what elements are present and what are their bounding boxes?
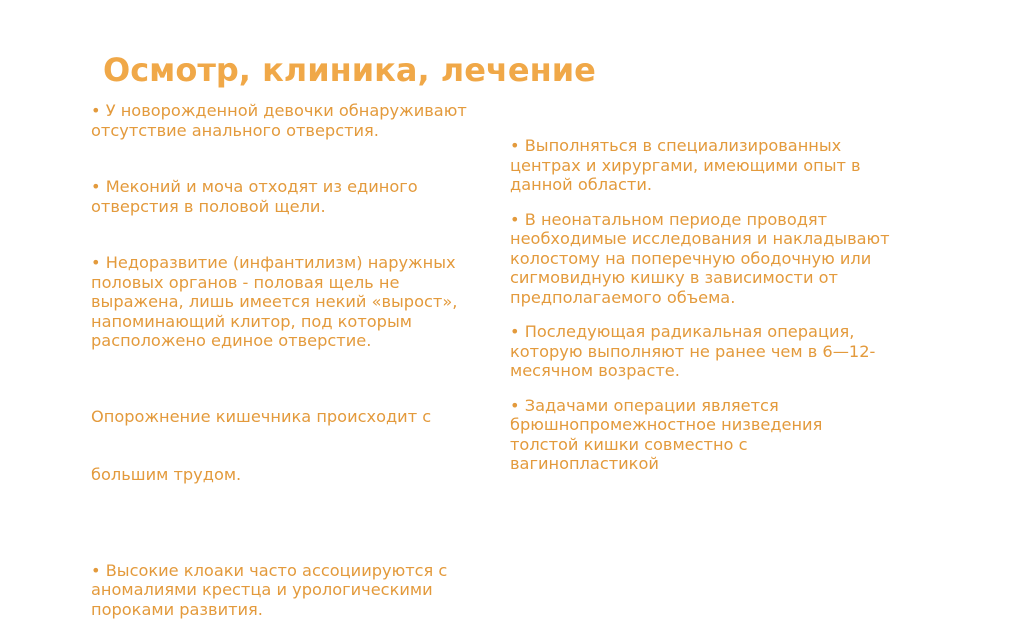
text-line: половых органов - половая щель не — [91, 273, 506, 293]
text-line: • Задачами операции является — [510, 396, 930, 416]
left-paragraph-5 — [91, 561, 506, 619]
text-line: • Меконий и моча отходят из единого — [91, 177, 506, 197]
text-line: отверстия в половой щели. — [91, 197, 506, 217]
text-line: предполагаемого объема. — [510, 288, 930, 308]
text-line: большим трудом. — [91, 465, 506, 485]
right-paragraph-2 — [510, 210, 930, 308]
text-line: Опорожнение кишечника происходит с — [91, 407, 506, 427]
right-paragraph-3 — [510, 322, 930, 381]
text-line: • Недоразвитие (инфантилизм) наружных — [91, 253, 506, 273]
right-paragraph-4 — [510, 396, 930, 474]
text-line: необходимые исследования и накладывают — [510, 229, 930, 249]
right-paragraph-1 — [510, 136, 930, 195]
text-line: напоминающий клитор, под которым — [91, 312, 506, 332]
text-line: колостому на поперечную ободочную или — [510, 249, 930, 269]
text-line: брюшнопромежностное низведения — [510, 415, 930, 435]
text-line: • Выполняться в специализированных — [510, 136, 930, 156]
text-line: отсутствие анального отверстия. — [91, 121, 506, 141]
left-paragraph-1 — [91, 101, 506, 140]
text-line: сигмовидную кишку в зависимости от — [510, 268, 930, 288]
left-paragraph-4 — [91, 368, 506, 524]
text-line: • У новорожденной девочки обнаруживают — [91, 101, 506, 121]
text-line: выражена, лишь имеется некий «вырост», — [91, 292, 506, 312]
right-column — [510, 136, 930, 474]
text-line: месячном возрасте. — [510, 361, 930, 381]
text-line: пороками развития. — [91, 600, 506, 619]
text-line: расположено единое отверстие. — [91, 331, 506, 351]
left-paragraph-3 — [91, 253, 506, 351]
text-line: центрах и хирургами, имеющими опыт в — [510, 156, 930, 176]
text-line: которую выполняют не ранее чем в 6—12- — [510, 342, 930, 362]
slide-title: Осмотр, клиника, лечение — [103, 44, 596, 96]
left-paragraph-2 — [91, 177, 506, 216]
text-line: аномалиями крестца и урологическими — [91, 580, 506, 600]
text-line: • Последующая радикальная операция, — [510, 322, 930, 342]
text-line: • В неонатальном периоде проводят — [510, 210, 930, 230]
text-line: вагинопластикой — [510, 454, 930, 474]
left-column — [91, 101, 506, 619]
text-line: данной области. — [510, 175, 930, 195]
text-line: толстой кишки совместно с — [510, 435, 930, 455]
text-line: • Высокие клоаки часто ассоциируются с — [91, 561, 506, 581]
